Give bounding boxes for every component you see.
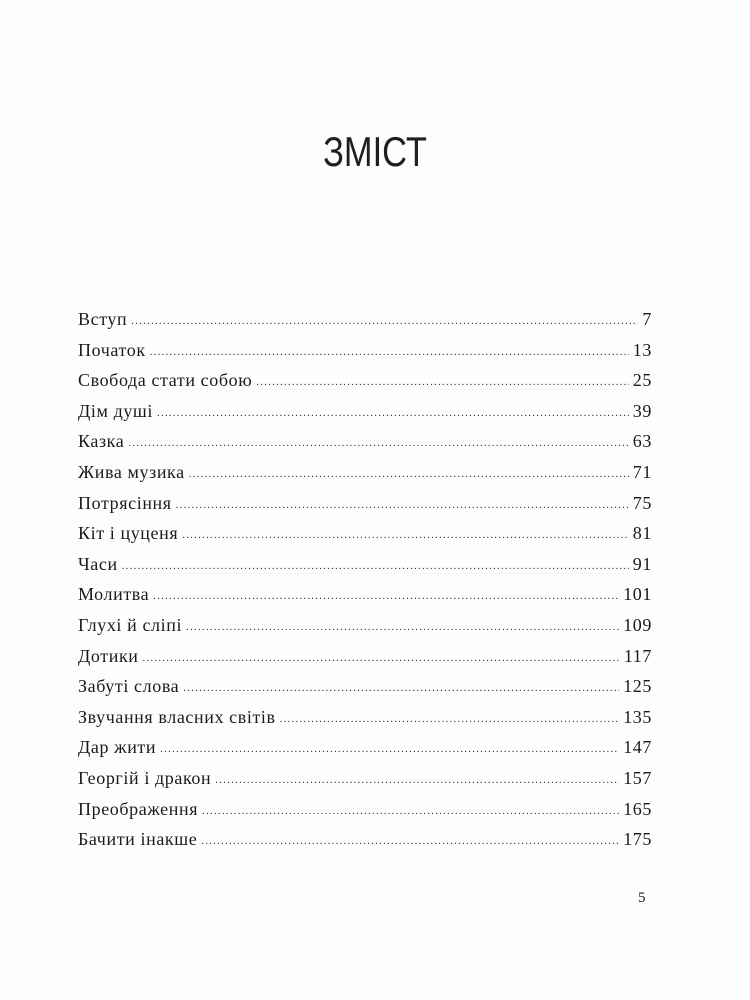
toc-entry-page: 81 (632, 523, 652, 544)
toc-dot-leader (189, 459, 629, 490)
toc-entry-page: 75 (632, 492, 652, 513)
toc-entry (78, 488, 652, 519)
toc-entry-page: 147 (623, 737, 652, 758)
toc-list (78, 304, 652, 855)
toc-dot-leader (157, 398, 629, 429)
toc-entry-title: Дім душі (78, 400, 153, 421)
toc-dot-leader (143, 643, 620, 674)
toc-entry-title: Казка (78, 431, 125, 452)
toc-dot-leader (150, 337, 629, 368)
toc-entry-page: 175 (623, 829, 652, 850)
toc-dot-leader (215, 765, 619, 796)
toc-entry-title: Свобода стати собою (78, 370, 253, 391)
toc-entry-page: 109 (623, 614, 652, 635)
toc-entry (78, 702, 652, 733)
toc-entry (78, 824, 652, 855)
toc-entry (78, 335, 652, 366)
toc-entry-title: Жива музика (78, 461, 185, 482)
toc-entry (78, 457, 652, 488)
toc-entry-title: Кіт і цуценя (78, 523, 179, 544)
toc-dot-leader (182, 520, 629, 551)
toc-entry (78, 304, 652, 335)
toc-entry-title: Георгій і дракон (78, 767, 212, 788)
toc-entry-title: Дар жити (78, 737, 157, 758)
toc-entry-title: Молитва (78, 584, 150, 605)
toc-entry-page: 101 (623, 584, 652, 605)
toc-dot-leader (256, 367, 629, 398)
toc-entry-title: Забуті слова (78, 676, 180, 697)
toc-entry-title: Вступ (78, 309, 128, 329)
toc-entry-title: Глухі й сліпі (78, 614, 183, 635)
toc-entry-title: Потрясіння (78, 492, 172, 513)
toc-entry (78, 671, 652, 702)
toc-entry (78, 549, 652, 580)
toc-entry-page: 117 (623, 645, 652, 666)
toc-entry-page: 63 (632, 431, 652, 452)
toc-entry-title: Преображення (78, 798, 199, 819)
toc-entry (78, 365, 652, 396)
toc-dot-leader (128, 428, 628, 459)
toc-dot-leader (153, 581, 619, 612)
toc-entry-page: 25 (632, 370, 652, 391)
toc-heading: ЗМІСТ (323, 128, 427, 175)
toc-dot-leader (131, 306, 638, 337)
toc-entry-title: Дотики (78, 645, 139, 666)
toc-dot-leader (176, 490, 629, 521)
toc-dot-leader (202, 796, 619, 827)
toc-entry-page: 125 (623, 676, 652, 697)
toc-entry (78, 426, 652, 457)
toc-entry-page: 135 (623, 706, 652, 727)
toc-dot-leader (201, 826, 619, 857)
toc-entry-page: 39 (632, 400, 652, 421)
page-number: 5 (638, 890, 646, 906)
toc-entry (78, 610, 652, 641)
toc-entry (78, 732, 652, 763)
toc-entry (78, 579, 652, 610)
toc-entry (78, 396, 652, 427)
toc-entry-page: 165 (623, 798, 652, 819)
toc-entry-title: Звучання власних світів (78, 706, 276, 727)
toc-entry-page: 13 (632, 339, 652, 360)
toc-entry-page: 71 (632, 461, 652, 482)
toc-dot-leader (160, 734, 619, 765)
toc-dot-leader (122, 551, 629, 582)
toc-entry-page: 91 (632, 553, 652, 574)
toc-dot-leader (183, 673, 619, 704)
toc-entry-title: Часи (78, 553, 118, 574)
toc-entry-page: 157 (623, 767, 652, 788)
toc-dot-leader (280, 704, 620, 735)
toc-entry-title: Бачити інакше (78, 829, 198, 850)
toc-dot-leader (186, 612, 619, 643)
toc-entry (78, 763, 652, 794)
toc-entry (78, 641, 652, 672)
toc-entry (78, 518, 652, 549)
toc-entry (78, 794, 652, 825)
toc-entry-page: 7 (642, 309, 652, 329)
toc-entry-title: Початок (78, 339, 146, 360)
